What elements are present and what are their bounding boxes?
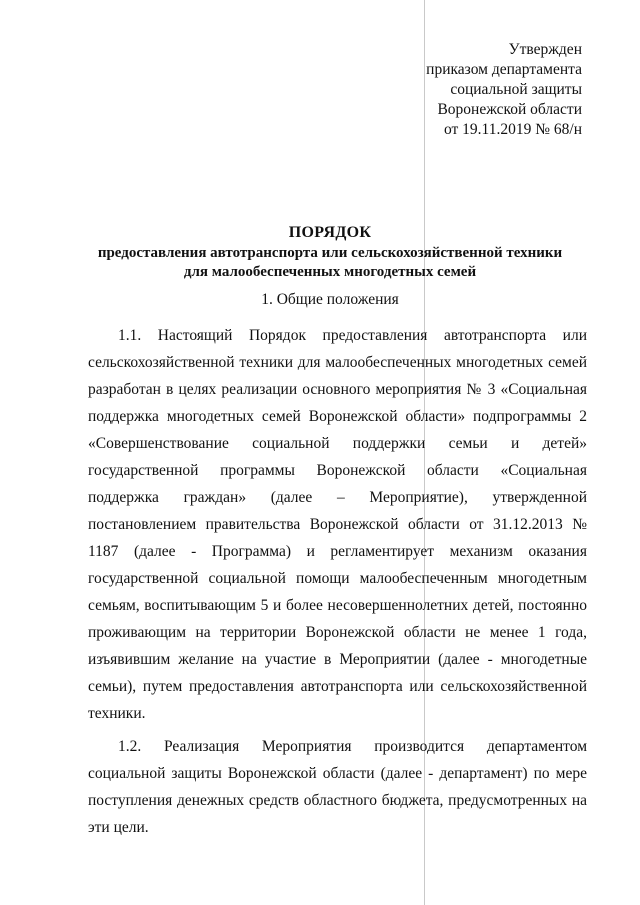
document-title-block: [60, 222, 600, 282]
approval-line: Утвержден: [508, 41, 582, 58]
approval-line: от 19.11.2019 № 68/н: [443, 121, 582, 138]
document-subtitle-line-1: предоставления автотранспорта или сельскохозяйственной техники: [97, 245, 563, 261]
paragraph-1-1: 1.1. Настоящий Порядок предоставления автотранспорта или сельскохозяйственной техники для малообеспеченных многодетных семей разработан в целях реализации основного мероприятия № 3 «Социальная поддержка многодетных семей Воронежской области» подпрограммы 2 «Совершенствование социальной поддержки семьи и детей» государственной программы Воронежской области «Социальная поддержка граждан» (далее – Мероприятие), утвержденной постановлением правительства Воронежской области от 31.12.2013 № 1187 (далее - Программа) и регламентирует механизм оказания государственной социальной помощи малообеспеченным многодетным семьям, воспитывающим 5 и более несовершеннолетних детей, постоянно проживающим на территории Воронежской области не менее 1 года, изъявившим желание на участие в Мероприятии (далее - многодетные семьи), путем предоставления автотранспорта или сельскохозяйственной техники.: [88, 327, 587, 722]
approval-line: социальной защиты: [450, 81, 582, 98]
document-subtitle-line-2: для малообеспеченных многодетных семей: [183, 264, 477, 280]
approval-line: Воронежской области: [437, 101, 582, 118]
approval-stamp-block: [426, 40, 582, 140]
approval-line: приказом департамента: [426, 61, 582, 78]
section-heading: 1. Общие положения: [261, 291, 399, 308]
document-body: [88, 322, 587, 847]
document-title: ПОРЯДОК: [288, 224, 372, 241]
paragraph-1-2: 1.2. Реализация Мероприятия производится департаментом социальной защиты Воронежской области (далее - департамент) по мере поступления денежных средств областного бюджета, предусмотренных на эти цели.: [88, 738, 587, 836]
